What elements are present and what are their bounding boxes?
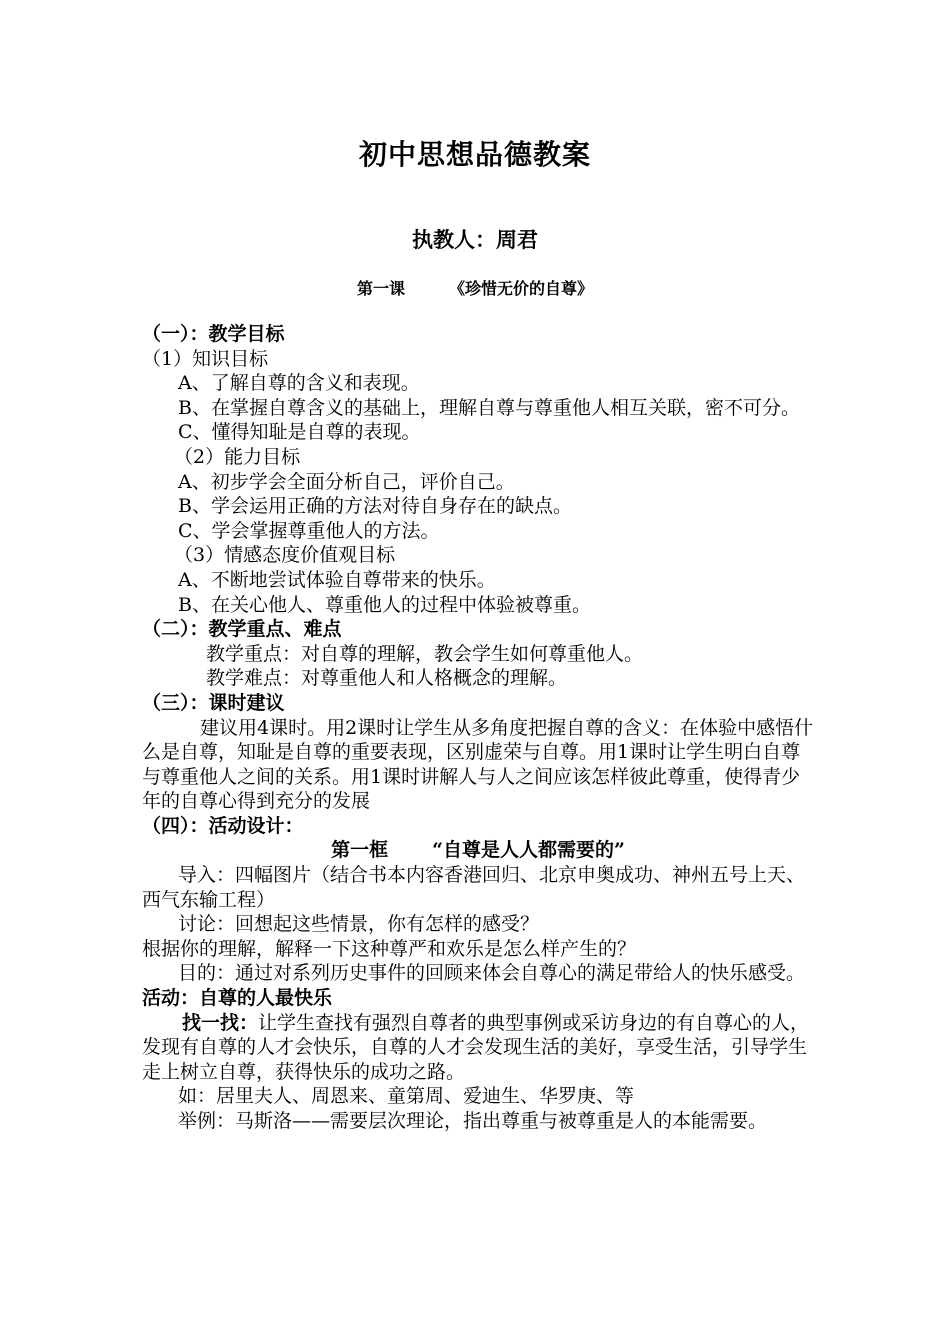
- examples-text: 如：居里夫人、周恩来、童第周、爱迪生、华罗庚、等: [178, 1085, 635, 1108]
- frame-name: “自尊是人人都需要的”: [432, 839, 625, 862]
- ability-goal-a: A、初步学会全面分析自己，评价自己。: [178, 470, 515, 493]
- find-paragraph: [142, 1011, 814, 1085]
- frame-number: 第一框: [331, 839, 389, 862]
- case-text: 举例：马斯洛——需要层次理论，指出尊重与被尊重是人的本能需要。: [178, 1110, 768, 1132]
- knowledge-goal-c: C、懂得知耻是自尊的表现。: [178, 421, 421, 444]
- find-text: 让学生查找有强烈自尊者的典型事例或采访身边的有自尊心的人，发现有自尊的人才会快乐，自尊的人才会发现生活的美好，享受生活，引导学生走上树立自尊，获得快乐的成功之路。: [142, 1011, 810, 1083]
- document-title: 初中思想品德教案: [358, 138, 591, 171]
- section-heading-objectives: （一）：教学目标: [142, 323, 285, 345]
- knowledge-goal-a: A、了解自尊的含义和表现。: [178, 372, 420, 395]
- knowledge-goal-title: （1）知识目标: [142, 347, 269, 370]
- lesson-heading: [0, 276, 950, 299]
- purpose-text: 目的：通过对系列历史事件的回顾来体会自尊心的满足带给人的快乐感受。: [178, 962, 806, 985]
- schedule-text: 建议用4课时。用2课时让学生从多角度把握自尊的含义：在体验中感悟什么是自尊，知耻是自尊的重要表现，区别虚荣与自尊。用1课时让学生明白自尊与尊重他人之间的关系。用1课时讲解人与人之间应该怎样彼此尊重，使得青少年的自尊心得到充分的发展: [142, 716, 814, 813]
- activity-title: 活动：自尊的人最快乐: [142, 987, 333, 1010]
- explain-text: 根据你的理解，解释一下这种尊严和欢乐是怎么样产生的？: [142, 937, 637, 960]
- ability-goal-title: （2）能力目标: [174, 445, 301, 468]
- find-label: 找一找：: [182, 1011, 259, 1034]
- lesson-name: 《珍惜无价的自尊》: [449, 279, 594, 298]
- emotion-goal-title: （3）情感态度价值观目标: [174, 544, 396, 567]
- frame-heading: [142, 838, 814, 863]
- teacher-line: 执教人：周君: [412, 227, 538, 252]
- emotion-goal-a: A、不断地尝试体验自尊带来的快乐。: [178, 568, 496, 591]
- intro-text: 导入：四幅图片（结合书本内容香港回归、北京申奥成功、神州五号上天、西气东输工程）: [142, 864, 806, 911]
- key-point: 教学重点：对自尊的理解，教会学生如何尊重他人。: [206, 642, 644, 665]
- section-heading-schedule: （三）：课时建议: [142, 691, 285, 714]
- section-heading-keypoints: （二）：教学重点、难点: [142, 618, 342, 641]
- discussion-text: 讨论：回想起这些情景，你有怎样的感受？: [178, 913, 540, 936]
- lesson-number: 第一课: [356, 279, 405, 298]
- emotion-goal-b: B、在关心他人、尊重他人的过程中体验被尊重。: [178, 593, 591, 616]
- ability-goal-b: B、学会运用正确的方法对待自身存在的缺点。: [178, 495, 572, 518]
- document-body: [142, 322, 814, 1134]
- ability-goal-c: C、学会掌握尊重他人的方法。: [178, 519, 440, 542]
- knowledge-goal-b: B、在掌握自尊含义的基础上，理解自尊与尊重他人相互关联，密不可分。: [178, 396, 800, 419]
- difficult-point: 教学难点：对尊重他人和人格概念的理解。: [206, 667, 568, 690]
- section-heading-activity: （四）：活动设计：: [142, 814, 304, 837]
